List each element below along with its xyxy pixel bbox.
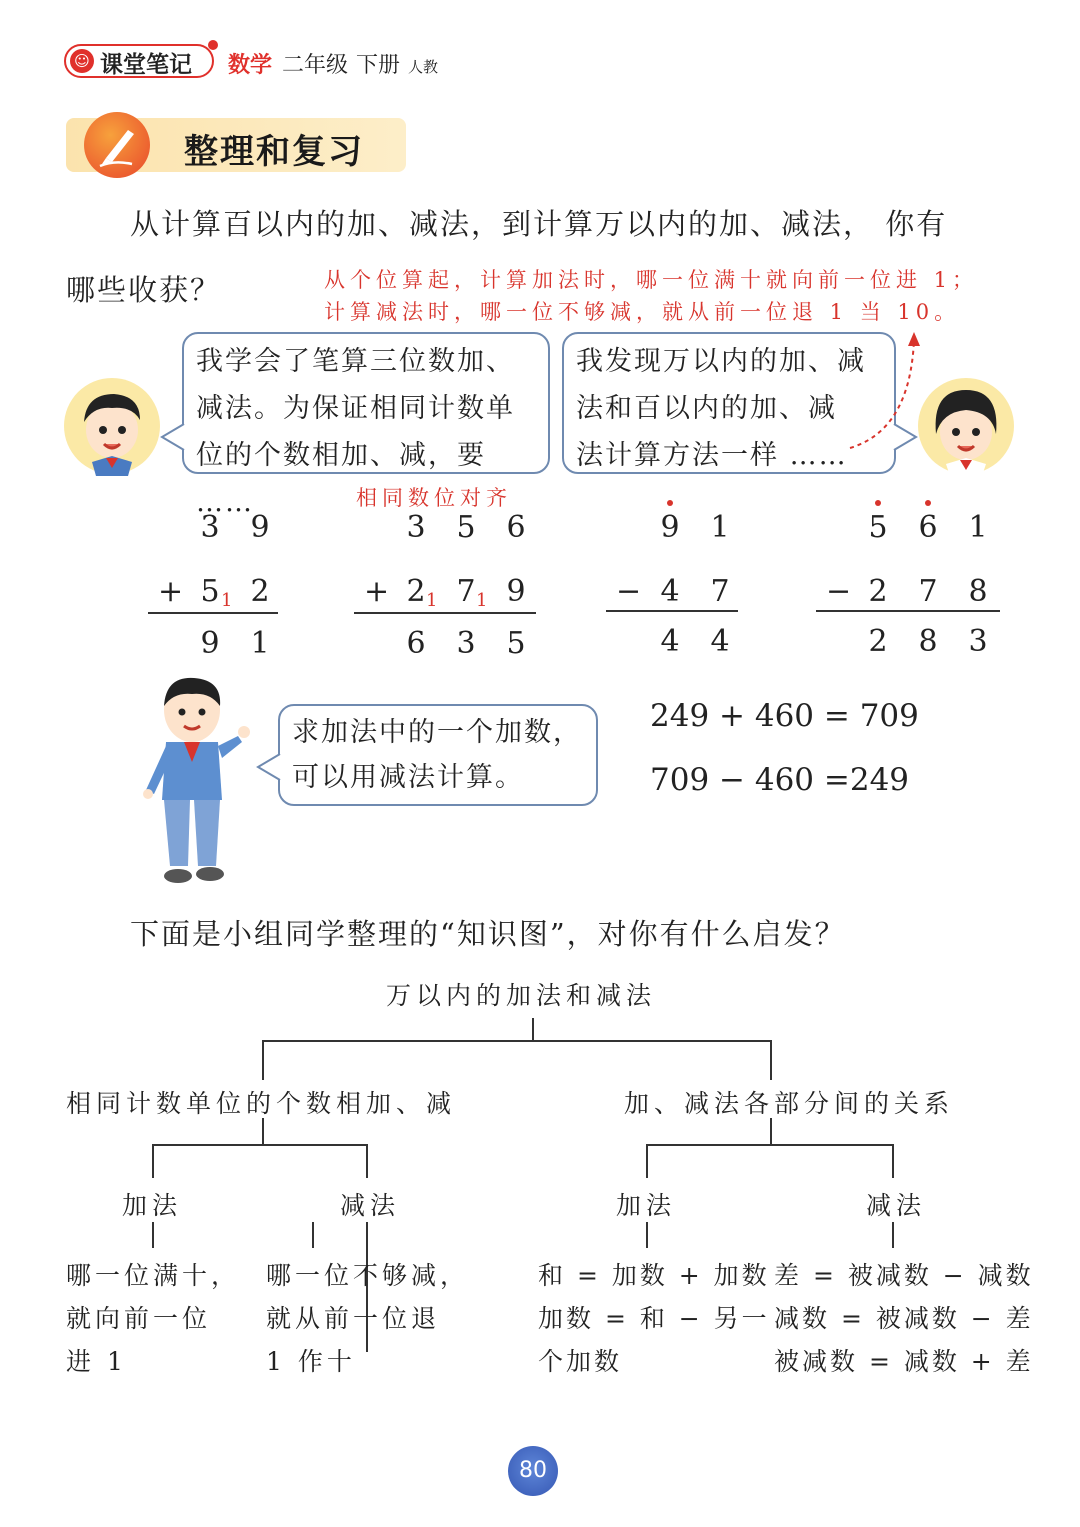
left-sub-stem-a (312, 1222, 314, 1248)
calc4-rule (816, 610, 1000, 612)
right-add-rule-line-2: 加数 = 和 − 另一 (538, 1304, 770, 1333)
boy-bubble-line-2: 减法。为保证相同计数单 (196, 393, 515, 424)
calc1-mid-tens: 5 (200, 574, 220, 609)
right-drop (770, 1040, 772, 1080)
calc3-borrow-dot (667, 500, 673, 506)
calc3-res-tens: 4 (660, 624, 680, 659)
left-add-label: 加法 (122, 1191, 183, 1220)
calc2-mid-tens: 7 (456, 574, 476, 609)
calc2-mid-ones: 9 (506, 574, 526, 609)
calc3-operator: − (616, 574, 642, 609)
right-add-stem (646, 1222, 648, 1248)
boy-figure (136, 670, 256, 894)
girl-bubble-line-1: 我发现万以内的加、减 (576, 346, 866, 377)
equation-addition: 249 + 460 = 709 (650, 698, 919, 734)
left-sub-rule-line-1: 哪一位不够减， (266, 1261, 470, 1290)
calc2-carry-hundreds: 1 (426, 590, 438, 611)
calc1-top-tens: 3 (200, 510, 220, 545)
addend-speech-bubble (278, 704, 598, 806)
calc1-rule (148, 612, 278, 614)
left-stem (262, 1118, 264, 1146)
calc2-res-tens: 3 (456, 626, 476, 661)
calc4-top-tens: 6 (918, 510, 938, 545)
calc4-mid-hundreds: 2 (868, 574, 888, 609)
calc3-top-tens: 9 (660, 510, 680, 545)
right-sub-rule-line-3: 被减数 = 减数 + 差 (774, 1347, 1034, 1376)
subject-label: 数学 (228, 53, 273, 78)
series-title: 课堂笔记 (100, 52, 192, 78)
calc1-mid-ones: 2 (250, 574, 270, 609)
right-bar (646, 1144, 894, 1146)
left-add-rule-line-3: 进 1 (66, 1347, 127, 1376)
calc4-res-ones: 3 (968, 624, 988, 659)
edition-label: 人教 (408, 58, 439, 76)
boy-bubble-tail (160, 422, 186, 452)
red-note-line-2: 计算减法时，哪一位不够减，就从前一位退 1 当 10。 (324, 300, 961, 324)
left-sub-drop (366, 1144, 368, 1178)
girl-avatar (916, 376, 1016, 480)
root-bar (262, 1040, 772, 1042)
addend-bubble-tail (256, 752, 282, 782)
right-branch-label: 加、减法各部分间的关系 (624, 1089, 955, 1118)
right-add-drop (646, 1144, 648, 1178)
calc2-carry-tens: 1 (476, 590, 488, 611)
calc2-res-hundreds: 6 (406, 626, 426, 661)
calc2-rule (354, 612, 536, 614)
intro-line-2: 哪些收获？ (66, 273, 222, 307)
equation-subtraction: 709 − 460 =249 (650, 762, 910, 798)
right-sub-label: 减法 (866, 1191, 927, 1220)
term-label: 下册 (356, 53, 401, 78)
calc1-res-tens: 9 (200, 626, 220, 661)
right-sub-rule-line-1: 差 = 被减数 − 减数 (774, 1261, 1034, 1290)
calc4-res-hundreds: 2 (868, 624, 888, 659)
left-bar (152, 1144, 368, 1146)
calc3-rule (606, 610, 738, 612)
calc1-top-ones: 9 (250, 510, 270, 545)
boy-bubble-line-1: 我学会了笔算三位数加、 (196, 346, 515, 377)
pen-icon (84, 112, 150, 178)
calc4-res-tens: 8 (918, 624, 938, 659)
right-add-rule-line-3: 个加数 (538, 1347, 623, 1376)
right-add-rule (538, 1254, 770, 1383)
right-sub-rule (774, 1254, 1034, 1383)
right-stem (770, 1118, 772, 1146)
calc3-top-ones: 1 (710, 510, 730, 545)
left-add-rule (66, 1254, 240, 1383)
right-add-rule-line-1: 和 = 加数 + 加数 (538, 1261, 770, 1290)
calc4-borrow-dot-2 (925, 500, 931, 506)
calc2-top-ones: 6 (506, 510, 526, 545)
left-sub-label: 减法 (340, 1191, 401, 1220)
calc2-top-tens: 5 (456, 510, 476, 545)
left-sub-rule-line-2: 就从前一位退 (266, 1304, 441, 1333)
map-root: 万以内的加法和减法 (386, 981, 657, 1010)
addend-note-line-1: 求加法中的一个加数， (292, 717, 582, 748)
calc4-operator: − (826, 574, 852, 609)
badge-dot-icon (208, 40, 218, 50)
root-stem (532, 1018, 534, 1042)
calc3-mid-ones: 7 (710, 574, 730, 609)
calc2-operator: + (364, 574, 390, 609)
calc2-mid-hundreds: 2 (406, 574, 426, 609)
align-note: 相同数位对齐 (356, 486, 512, 510)
girl-bubble-line-3: 法计算方法一样 …… (576, 440, 848, 471)
calc4-borrow-dot-1 (875, 500, 881, 506)
right-sub-drop (892, 1144, 894, 1178)
calc2-res-ones: 5 (506, 626, 526, 661)
left-add-stem (152, 1222, 154, 1248)
smile-icon: ☺ (70, 49, 94, 73)
calc3-mid-tens: 4 (660, 574, 680, 609)
girl-bubble-line-2: 法和百以内的加、减 (576, 393, 837, 424)
calc1-operator: + (158, 574, 184, 609)
grade-label: 二年级 (282, 53, 349, 78)
left-add-drop (152, 1144, 154, 1178)
left-drop (262, 1040, 264, 1080)
calc4-mid-tens: 7 (918, 574, 938, 609)
right-add-label: 加法 (616, 1191, 677, 1220)
calc1-res-ones: 1 (250, 626, 270, 661)
addend-note-line-2: 可以用减法计算。 (292, 762, 524, 793)
right-sub-stem (892, 1222, 894, 1248)
section-title: 整理和复习 (184, 132, 364, 172)
right-sub-rule-line-2: 减数 = 被减数 − 差 (774, 1304, 1034, 1333)
calc4-top-hundreds: 5 (868, 510, 888, 545)
left-sub-rule (266, 1254, 469, 1383)
left-add-rule-line-2: 就向前一位 (66, 1304, 212, 1333)
calc4-mid-ones: 8 (968, 574, 988, 609)
boy-avatar (62, 376, 162, 480)
calc2-top-hundreds: 3 (406, 510, 426, 545)
calc1-carry: 1 (221, 590, 233, 611)
calc3-res-ones: 4 (710, 624, 730, 659)
calc4-top-ones: 1 (968, 510, 988, 545)
left-add-rule-line-1: 哪一位满十， (66, 1261, 241, 1290)
left-sub-rule-line-3: 1 作十 (266, 1347, 356, 1376)
left-branch-label: 相同计数单位的个数相加、减 (66, 1089, 457, 1118)
intro-line-1: 从计算百以内的加、减法，到计算万以内的加、减法， 你有 (130, 207, 948, 241)
red-note-line-1: 从个位算起，计算加法时，哪一位满十就向前一位进 1； (324, 268, 979, 292)
boy-bubble-line-3: 位的个数相加、减，要 …… (196, 440, 486, 518)
map-question: 下面是小组同学整理的“知识图”，对你有什么启发？ (130, 917, 846, 951)
page-number: 80 (508, 1446, 558, 1496)
